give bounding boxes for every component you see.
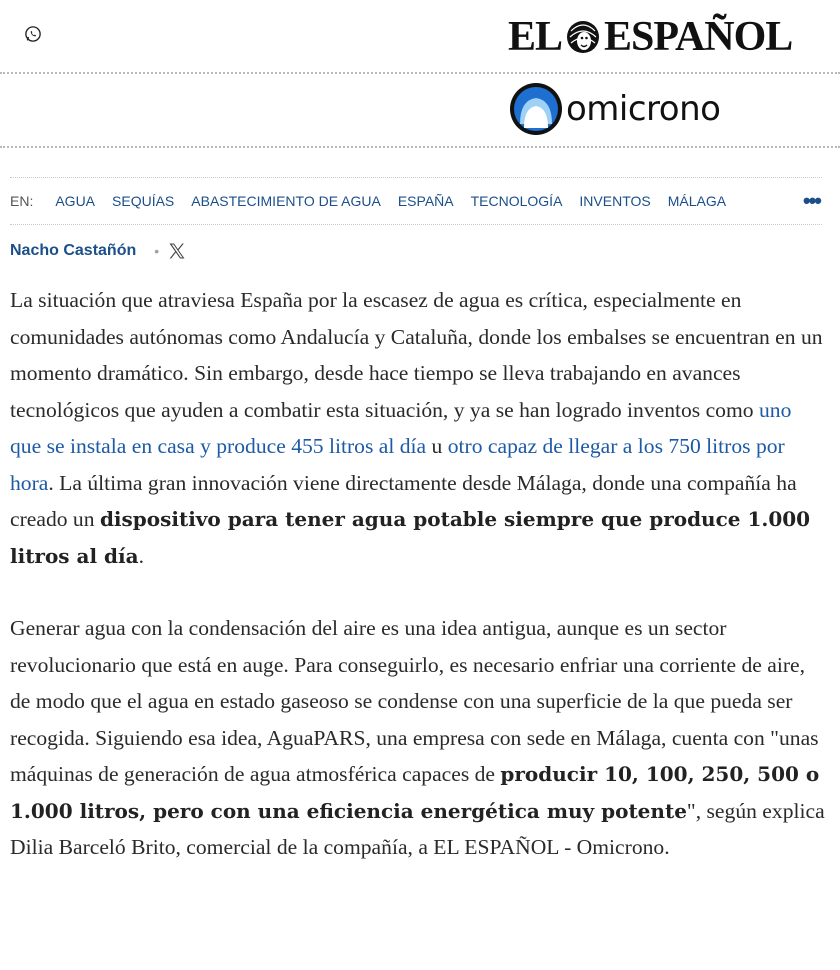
text-run: . La última gran innovación viene directamente desde Málaga, donde una compañía ha creado un [10, 470, 797, 531]
tag-bar [10, 177, 822, 225]
tag-inventos[interactable]: INVENTOS [579, 193, 651, 209]
tag-sequias[interactable]: SEQUÍAS [112, 193, 175, 209]
paragraph-2 [10, 610, 825, 866]
divider [0, 146, 840, 148]
logo-espanol: ESPAÑOL [604, 14, 793, 60]
omicrono-wordmark: omicrono [566, 89, 721, 129]
author-separator: • [154, 243, 160, 259]
x-icon[interactable] [167, 241, 187, 261]
logo-el: EL [508, 14, 563, 60]
link-750-litros[interactable]: otro capaz de llegar a los 750 litros por hora [10, 434, 785, 495]
omicrono-logo[interactable] [508, 82, 720, 136]
tag-malaga[interactable]: MÁLAGA [667, 193, 727, 209]
lion-logo-icon [565, 17, 601, 57]
omicrono-logo-icon [508, 82, 564, 136]
tag-abastecimiento[interactable]: ABASTECIMIENTO DE AGUA [191, 193, 381, 209]
divider [0, 72, 840, 74]
text-run: Generar agua con la condensación del aire es una idea antigua, aunque es un sector revolucionario que está en auge. Para conseguirlo, es necesario enfriar una corriente de aire, de modo que el agua en estado gaseoso se condense con una superficie de la que pueda ser recogida. Siguiendo esa idea, AguaPARS, una empresa con sede en Málaga, cuenta con "unas máquinas de generación de agua atmosférica capaces de [10, 616, 819, 786]
text-run: ", según explica Dilia Barceló Brito, comercial de la compañía, a EL ESPAÑOL - Omicrono. [10, 798, 825, 859]
more-tags-button[interactable]: ••• [802, 188, 820, 213]
text-run: u [426, 434, 448, 458]
link-455-litros[interactable]: uno que se instala en casa y produce 455 litros al día [10, 397, 792, 458]
paragraph-1 [10, 282, 825, 574]
whatsapp-icon[interactable] [24, 25, 42, 43]
article-body [10, 282, 825, 902]
bold-run: dispositivo para tener agua potable siempre que produce 1.000 litros al día [10, 507, 811, 568]
author-name[interactable]: Nacho Castañón [10, 242, 137, 259]
tag-espana[interactable]: ESPAÑA [397, 193, 454, 209]
tag-tecnologia[interactable]: TECNOLOGÍA [470, 193, 563, 209]
tags-prefix: EN: [10, 193, 34, 209]
author-line [10, 241, 187, 261]
top-bar [0, 0, 840, 72]
tag-agua[interactable]: AGUA [55, 193, 96, 209]
text-run: La situación que atraviesa España por la escasez de agua es crítica, especialmente en comunidades autónomas como Andalucía y Cataluña, donde los embalses se encuentran en un momento dramático. Sin embargo, desde hace tiempo se lleva trabajando en avances tecnológicos que ayuden a combatir esta situación, y ya se han logrado inventos como [10, 288, 823, 422]
el-espanol-logo[interactable] [508, 12, 792, 62]
bold-run: producir 10, 100, 250, 500 o 1.000 litros, pero con una eficiencia energética muy potente [10, 762, 820, 823]
text-run: . [138, 543, 144, 568]
